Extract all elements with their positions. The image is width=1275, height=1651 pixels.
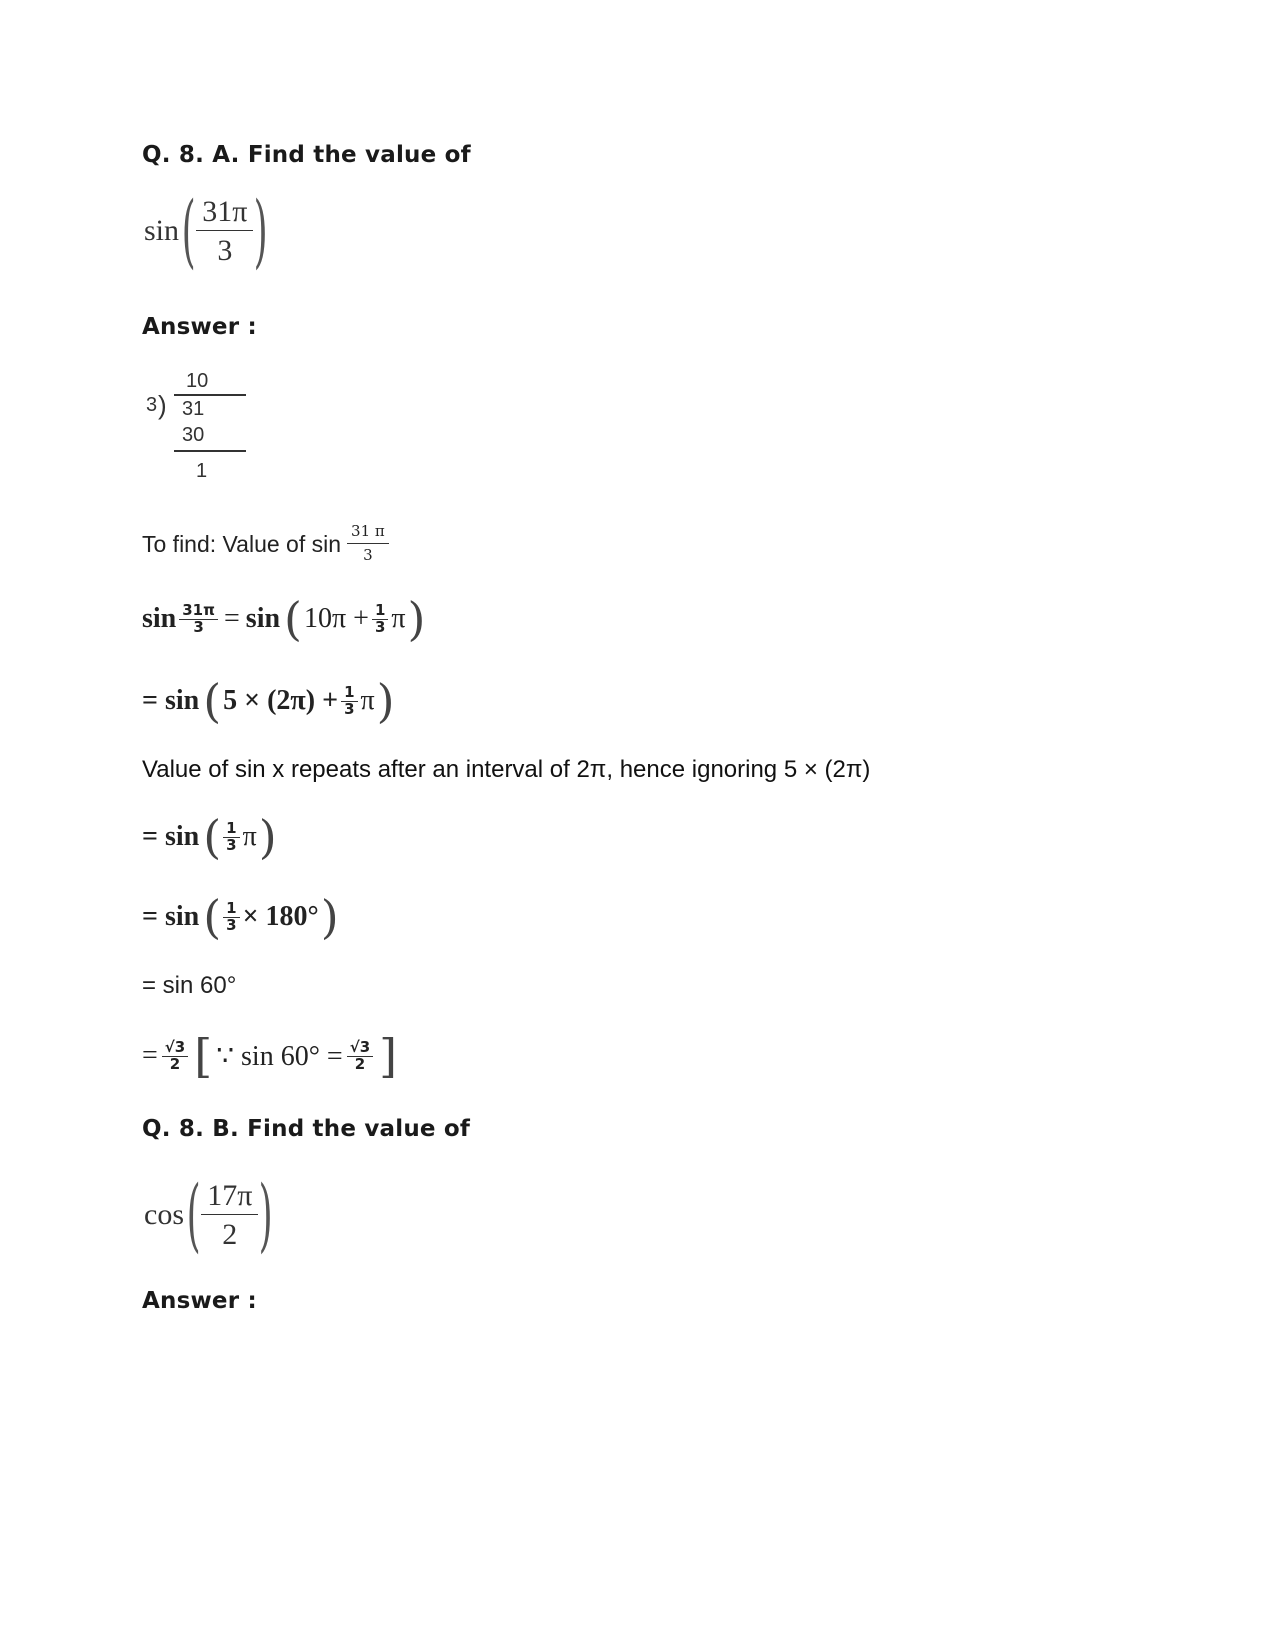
to-find-numerator: 31 π: [347, 524, 389, 544]
step2-denominator: 3: [344, 699, 355, 718]
left-paren: (: [181, 184, 196, 277]
question-8b-expression: [144, 1168, 282, 1261]
to-find-denominator: 3: [363, 546, 373, 564]
expr-fraction: [196, 196, 253, 266]
division-bar: [174, 394, 246, 396]
step-4-equation: [142, 888, 339, 946]
step3-denominator: 3: [226, 835, 237, 854]
step6-because-fraction: [347, 1037, 373, 1073]
step3-numerator: 1: [223, 821, 239, 838]
division-quotient: 10: [186, 370, 209, 392]
step3-left-paren: (: [203, 810, 222, 864]
step6-left-bracket: [: [194, 1029, 213, 1083]
step6-because-text: ∵ sin 60° =: [216, 1041, 343, 1072]
expr-b-denominator: 2: [222, 1217, 238, 1251]
question-8a-heading: Q. 8. A. Find the value of: [142, 142, 471, 168]
step6-right-bracket: ]: [379, 1029, 398, 1083]
step4-tail: × 180°: [242, 901, 319, 932]
left-paren-b: (: [186, 1168, 201, 1261]
expr-denominator: 3: [217, 233, 233, 267]
step-5-equation: = sin 60°: [142, 972, 237, 999]
step4-fraction: [223, 898, 239, 934]
division-dividend: 31: [182, 398, 205, 420]
answer-label-b: Answer :: [142, 1288, 257, 1314]
step3-pi: π: [242, 821, 257, 852]
step1-rhs-pi: π: [391, 603, 406, 634]
step6-result-fraction: [162, 1037, 188, 1073]
step1-rhs-term: 10π +: [304, 603, 369, 634]
step6-result-numerator: √3: [162, 1040, 188, 1057]
division-bracket: ): [158, 390, 167, 420]
step2-right-paren: ): [376, 674, 395, 728]
step2-pi: π: [360, 685, 375, 716]
question-8b-heading: Q. 8. B. Find the value of: [142, 1116, 471, 1142]
step1-lhs-denominator: 3: [193, 617, 204, 636]
step2-prefix: = sin: [142, 685, 200, 716]
step6-equals: =: [142, 1040, 158, 1071]
step-6-equation: [142, 1026, 397, 1086]
step1-equals: =: [224, 603, 240, 634]
expr-b-fraction: [201, 1180, 258, 1250]
step3-prefix: = sin: [142, 821, 200, 852]
step1-rhs-func: sin: [245, 603, 281, 634]
step1-rhs-numerator: 1: [372, 603, 388, 620]
step-2-equation: [142, 672, 395, 730]
expr-numerator: 31π: [196, 196, 253, 231]
step6-result-denominator: 2: [169, 1054, 181, 1073]
long-division: [142, 368, 252, 488]
question-8a-expression: [144, 184, 277, 277]
division-subtract-line: [174, 450, 246, 452]
step-3-equation: [142, 808, 277, 866]
step6-because-numerator: √3: [347, 1040, 373, 1057]
step-1-equation: [142, 590, 425, 648]
step4-denominator: 3: [226, 915, 237, 934]
expr-b-func: cos: [144, 1198, 184, 1231]
right-paren: ): [253, 184, 269, 277]
step1-rhs-denominator: 3: [374, 617, 386, 636]
step1-lhs-fraction: [179, 600, 218, 636]
to-find-line: [142, 514, 389, 574]
step3-fraction: [223, 818, 239, 854]
step2-left-paren: (: [203, 674, 222, 728]
step6-because-denominator: 2: [354, 1054, 366, 1073]
step1-lhs-func: sin: [142, 603, 177, 634]
step1-left-paren: (: [284, 592, 302, 646]
answer-label-a: Answer :: [142, 314, 257, 340]
step4-right-paren: ): [320, 890, 339, 944]
division-divisor: 3: [146, 394, 158, 416]
periodicity-explanation: Value of sin x repeats after an interval of 2π, hence ignoring 5 × (2π): [142, 756, 871, 783]
step1-rhs-fraction: [372, 600, 388, 636]
step2-fraction: [341, 682, 357, 718]
step4-numerator: 1: [223, 901, 239, 918]
step1-lhs-numerator: 31π: [179, 603, 218, 620]
right-paren-b: ): [258, 1168, 274, 1261]
to-find-text: To find: Value of sin: [142, 530, 342, 557]
step3-right-paren: ): [258, 810, 277, 864]
step2-inner: 5 × (2π) +: [223, 685, 339, 716]
step2-numerator: 1: [341, 685, 357, 702]
step4-prefix: = sin: [142, 901, 200, 932]
step4-left-paren: (: [203, 890, 222, 944]
to-find-fraction: [347, 524, 389, 564]
expr-b-numerator: 17π: [201, 1180, 258, 1215]
expr-func: sin: [144, 214, 180, 247]
step1-right-paren: ): [407, 592, 426, 646]
division-remainder: 1: [196, 460, 208, 482]
division-product: 30: [182, 424, 205, 446]
